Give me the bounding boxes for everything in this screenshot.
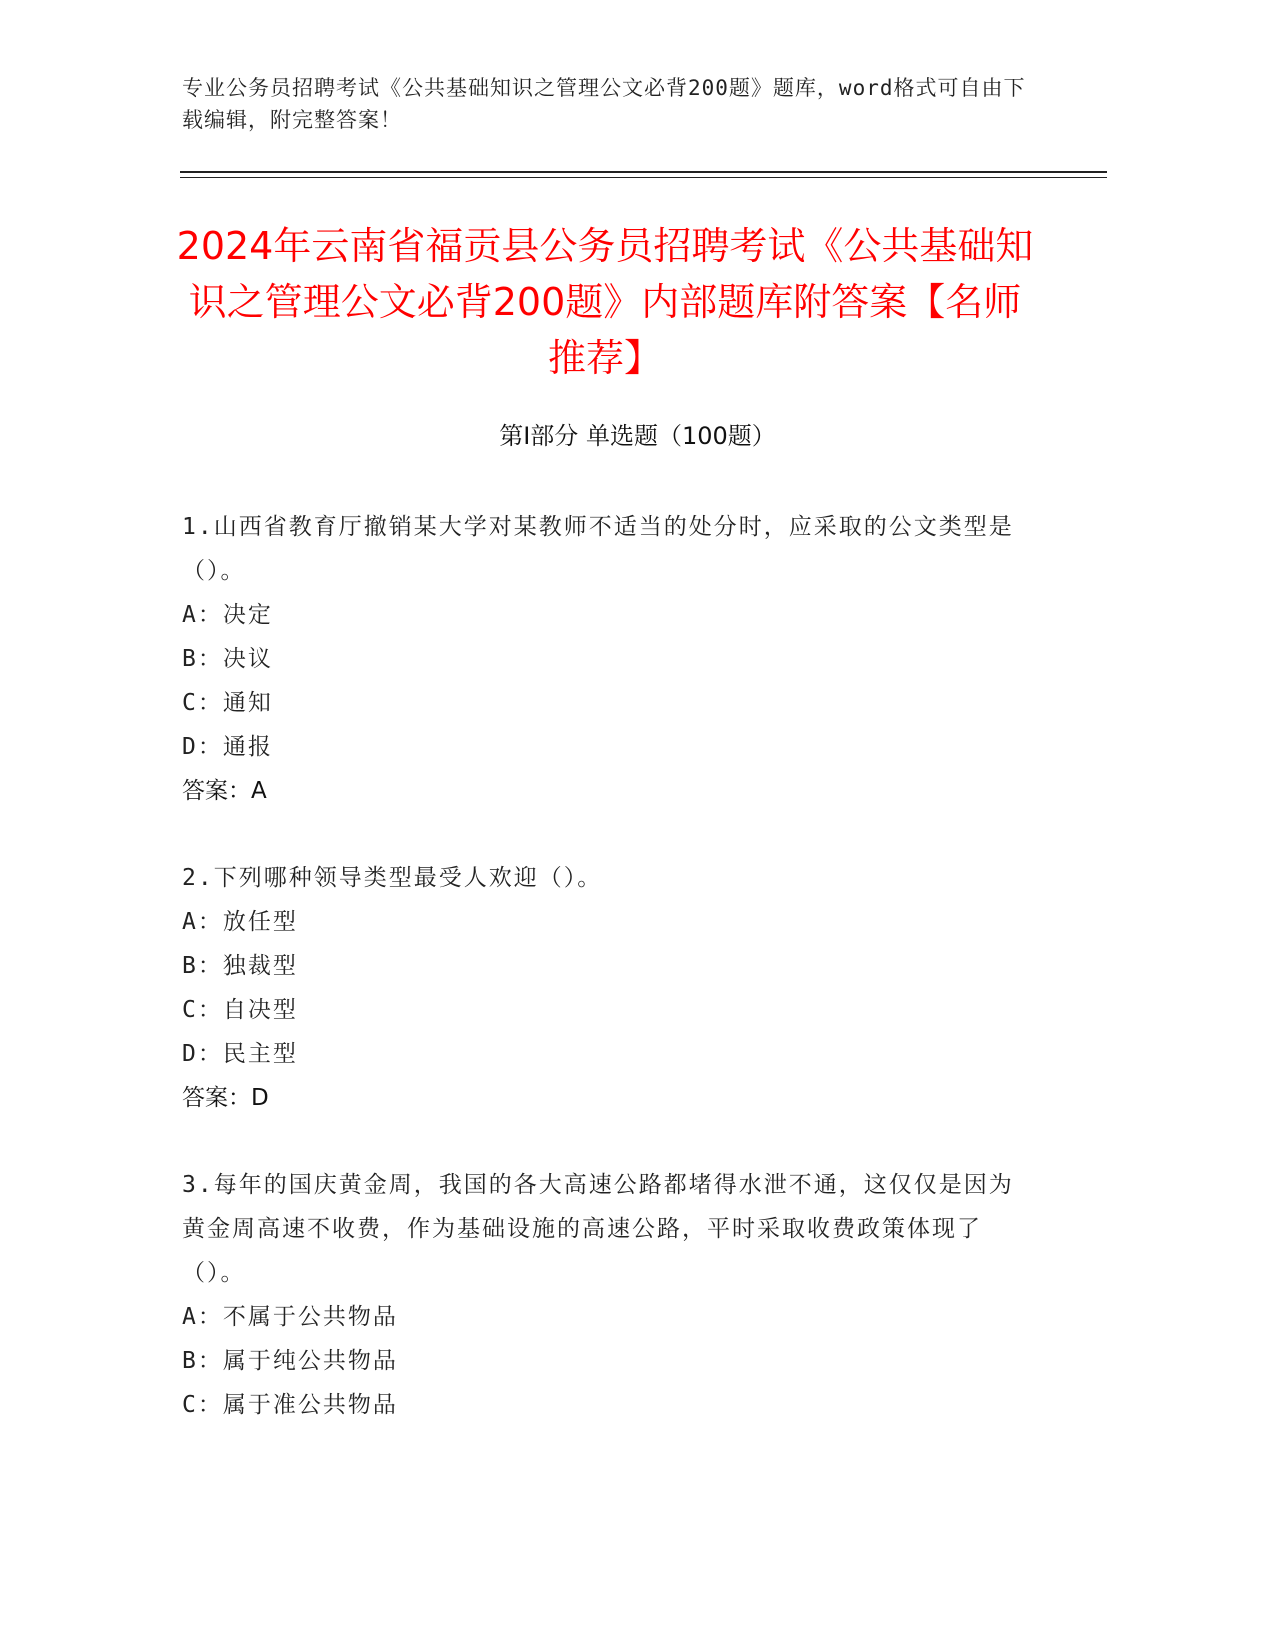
option-c: C：通知 <box>182 690 273 716</box>
question-text: 3.每年的国庆黄金周，我国的各大高速公路都堵得水泄不通，这仅仅是因为黄金周高速不收费，作为基础设施的高速公路，平时采取收费政策体现了（）。 <box>182 1172 1014 1286</box>
question-item <box>182 1163 1032 1427</box>
header-divider-thin <box>180 177 1107 178</box>
question-text: 1.山西省教育厅撤销某大学对某教师不适当的处分时，应采取的公文类型是（）。 <box>182 514 1014 584</box>
question-text: 2.下列哪种领导类型最受人欢迎（）。 <box>182 865 603 891</box>
question-item <box>182 505 1032 813</box>
question-list <box>182 505 1032 1470</box>
header-note: 专业公务员招聘考试《公共基础知识之管理公文必背200题》题库，word格式可自由下载编辑，附完整答案！ <box>182 76 1026 132</box>
option-b: B：属于纯公共物品 <box>182 1348 398 1374</box>
option-c: C：属于准公共物品 <box>182 1392 398 1418</box>
document-title: 2024年云南省福贡县公务员招聘考试《公共基础知识之管理公文必背200题》内部题库附答案【名师推荐】 <box>176 224 1034 380</box>
option-a: A：放任型 <box>182 909 298 935</box>
option-d: D：民主型 <box>182 1041 298 1067</box>
option-a: A：决定 <box>182 602 273 628</box>
question-item <box>182 856 1032 1120</box>
header-divider-thick <box>180 171 1107 173</box>
answer-line: 答案：D <box>182 1085 269 1111</box>
section-title: 第Ⅰ部分 单选题（100题） <box>499 422 776 450</box>
answer-line: 答案：A <box>182 778 267 804</box>
option-b: B：决议 <box>182 646 273 672</box>
option-a: A：不属于公共物品 <box>182 1304 398 1330</box>
option-b: B：独裁型 <box>182 953 298 979</box>
option-c: C：自决型 <box>182 997 298 1023</box>
option-d: D：通报 <box>182 734 273 760</box>
